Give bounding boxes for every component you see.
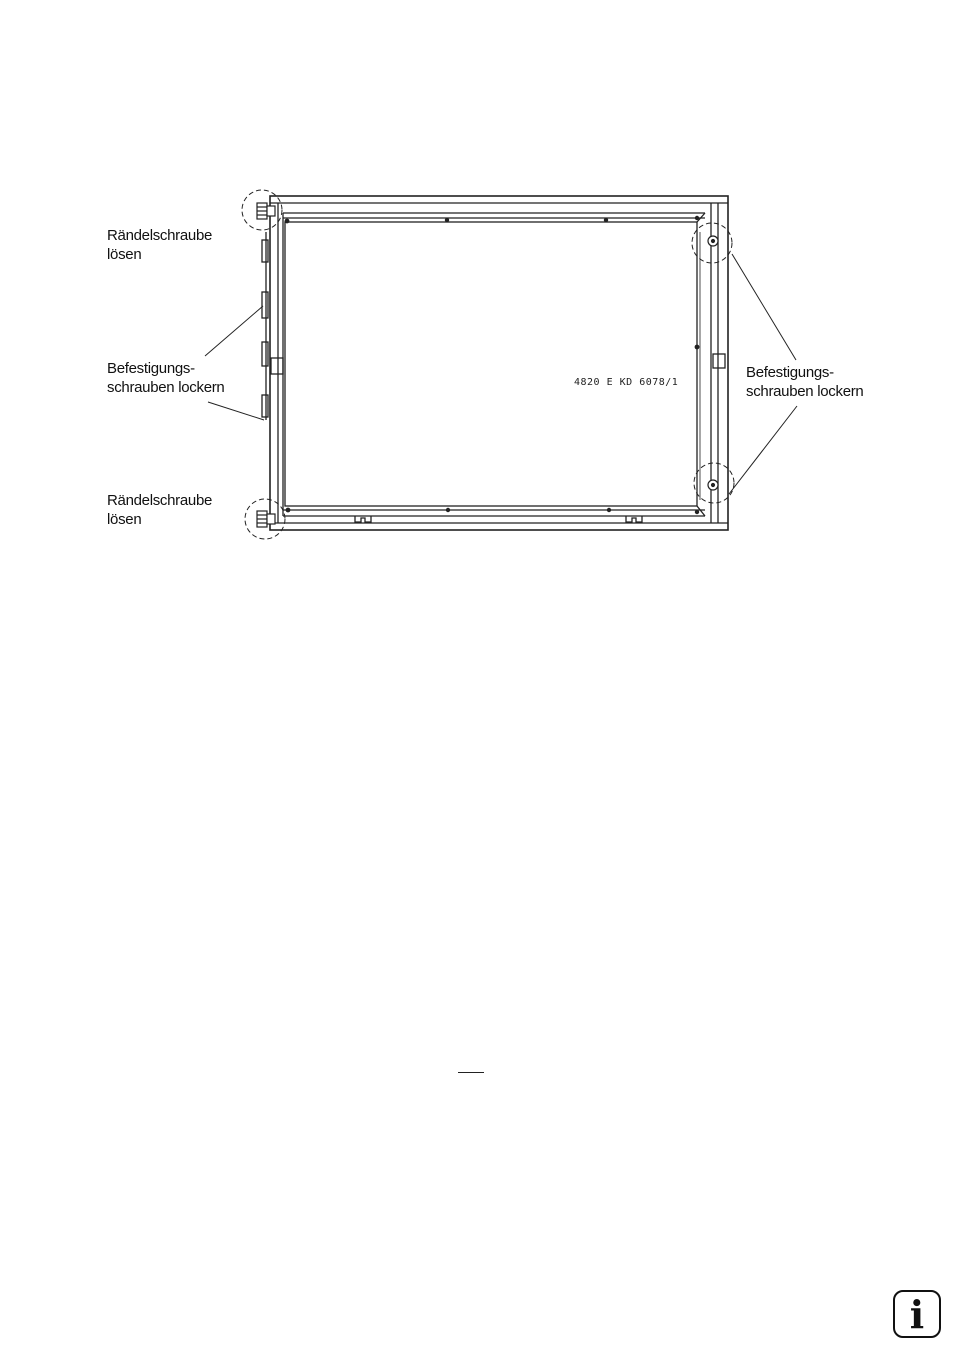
leader-left-upper <box>205 306 263 356</box>
outer-frame <box>270 196 728 530</box>
callout-line-2: lösen <box>107 246 142 263</box>
divider-mark <box>458 1072 484 1073</box>
part-code: 4820 E KD 6078/1 <box>574 377 679 388</box>
callout-line-1: Rändelschraube <box>107 492 213 509</box>
info-glyph: i <box>909 1291 925 1337</box>
callout-line-1: Rändelschraube <box>107 227 213 244</box>
callout-line-2: lösen <box>107 511 142 528</box>
callout-line-2: schrauben lockern <box>746 383 864 400</box>
callout-line-2: schrauben lockern <box>107 379 225 396</box>
knurled-screw-bottom <box>257 511 275 527</box>
fixing-screw-right-bottom <box>708 480 718 490</box>
callout-line-1: Befestigungs- <box>746 364 834 381</box>
fixing-screw-right-top <box>708 236 718 246</box>
leader-right-lower <box>729 406 797 494</box>
knurled-screw-top <box>257 203 275 219</box>
info-icon <box>893 1290 941 1338</box>
leader-left-lower <box>208 402 264 420</box>
leader-right-upper <box>732 254 796 360</box>
callout-line-1: Befestigungs- <box>107 360 195 377</box>
inner-panel <box>285 222 697 506</box>
